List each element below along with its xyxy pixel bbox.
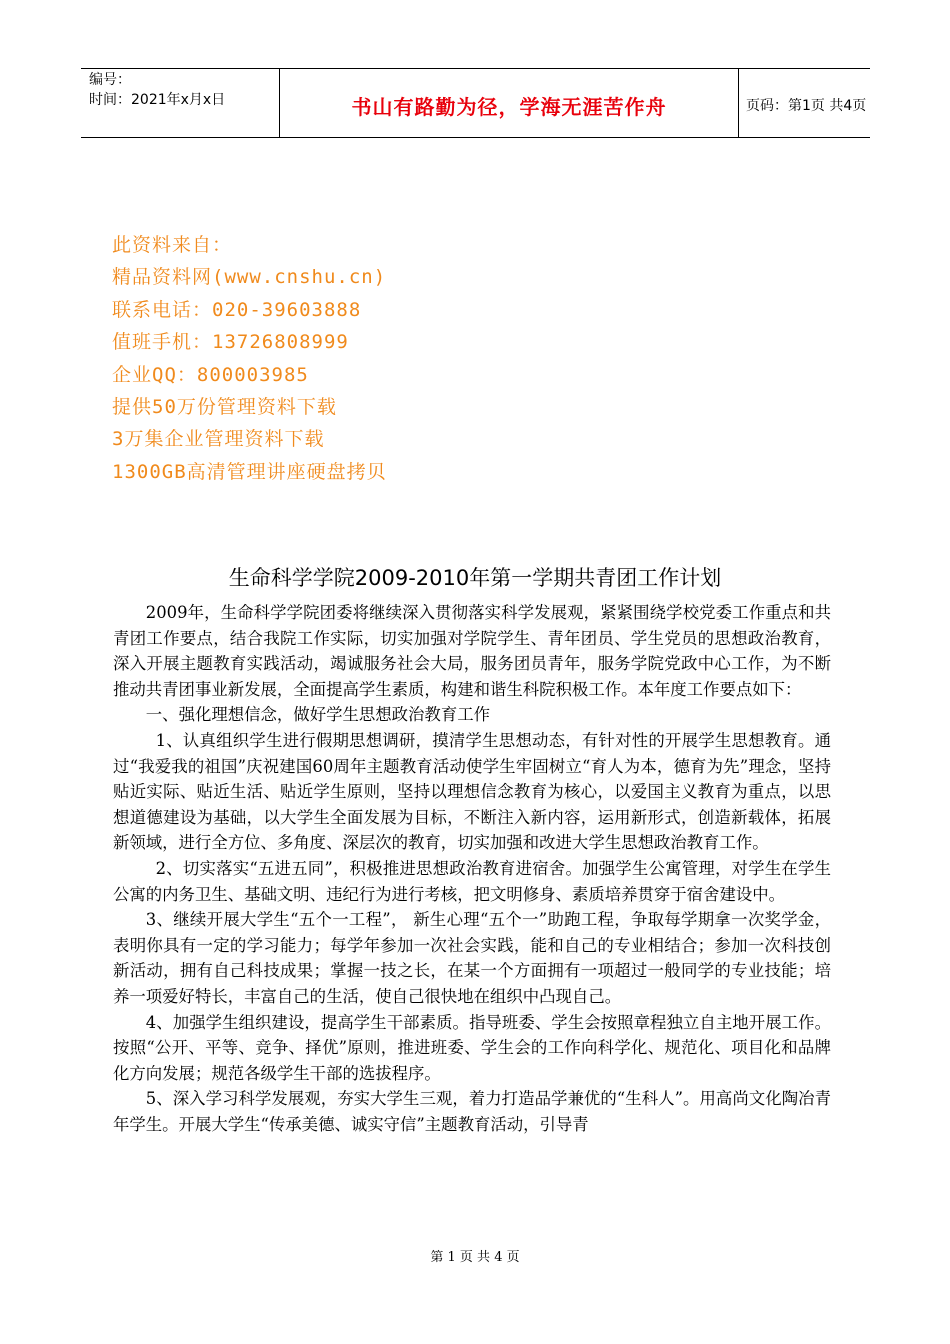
header-page-cell xyxy=(738,69,870,137)
paragraph: 3、继续开展大学生“五个一工程”， 新生心理“五个一”助跑工程，争取每学期拿一次奖学金，表明你具有一定的学习能力；每学年参加一次社会实践，能和自己的专业相结合；参加一次科技创新活动，拥有自己科技成果；掌握一技之长，在某一个方面拥有一项超过一般同学的专业技能；培养一项爱好特长，丰富自己的生活，使自己很快地在组织中凸现自己。 xyxy=(113,910,831,1006)
ad-line: 提供50万份管理资料下载 xyxy=(112,395,337,418)
page-label: 页码：第1页 共4页 xyxy=(746,98,867,114)
document-title: 生命科学学院2009-2010年第一学期共青团工作计划 xyxy=(228,566,722,590)
ad-block xyxy=(112,229,387,488)
paragraph: 2009年，生命科学学院团委将继续深入贯彻落实科学发展观，紧紧围绕学校党委工作重点和共青团工作要点，结合我院工作实际，切实加强对学院学生、青年团员、学生党员的思想政治教育，深入开展主题教育实践活动，竭诚服务社会大局，服务团员青年，服务学院党政中心工作，为不断推动共青团事业新发展，全面提高学生素质，构建和谐生科院积极工作。本年度工作要点如下： xyxy=(113,603,831,699)
serial-label: 编号： xyxy=(89,72,131,88)
ad-line: 值班手机：13726808999 xyxy=(112,331,349,354)
ad-line: 3万集企业管理资料下载 xyxy=(112,428,325,451)
paragraph: 5、深入学习科学发展观，夯实大学生三观，着力打造品学兼优的“生科人”。用高尚文化陶冶青年学生。开展大学生“传承美德、诚实守信”主题教育活动，引导青 xyxy=(113,1089,831,1134)
paragraph: 4、加强学生组织建设，提高学生干部素质。指导班委、学生会按照章程独立自主地开展工作。按照“公开、平等、竞争、择优”原则，推进班委、学生会的工作向科学化、规范化、项目化和品牌化方向发展；规范各级学生干部的选拔程序。 xyxy=(113,1012,831,1083)
document-body xyxy=(113,600,831,1137)
ad-line: 1300GB高清管理讲座硬盘拷贝 xyxy=(112,460,387,483)
section-heading: 一、强化理想信念，做好学生思想政治教育工作 xyxy=(145,705,490,725)
paragraph: 1、认真组织学生进行假期思想调研，摸清学生思想动态，有针对性的开展学生思想教育。通过“我爱我的祖国”庆祝建国60周年主题教育活动使学生牢固树立“育人为本，德育为先”理念，坚持贴近实际、贴近生活、贴近学生原则，坚持以理想信念教育为核心，以爱国主义教育为重点，以思想道德建设为基础，以大学生全面发展为目标，不断注入新内容，运用新形式，创造新载体，拓展新领域，进行全方位、多角度、深层次的教育，切实加强和改进大学生思想政治教育工作。 xyxy=(113,730,831,853)
page-footer: 第 1 页 共 4 页 xyxy=(430,1250,520,1265)
paragraph: 2、切实落实“五进五同”，积极推进思想政治教育进宿舍。加强学生公寓管理，对学生在学生公寓的内务卫生、基础文明、违纪行为进行考核，把文明修身、素质培养贯穿于宿舍建设中。 xyxy=(113,858,831,904)
ad-line: 精品资料网(www.cnshu.cn) xyxy=(112,266,387,289)
header-table xyxy=(81,68,870,138)
ad-line: 联系电话：020-39603888 xyxy=(112,298,362,321)
ad-line: 企业QQ：800003985 xyxy=(112,363,309,386)
header-meta-cell xyxy=(81,69,279,137)
header-motto-cell xyxy=(279,69,739,137)
ad-line: 此资料来自： xyxy=(112,234,233,256)
motto-text: 书山有路勤为径，学海无涯苦作舟 xyxy=(351,95,667,119)
date-label: 时间：2021年x月x日 xyxy=(89,92,226,108)
